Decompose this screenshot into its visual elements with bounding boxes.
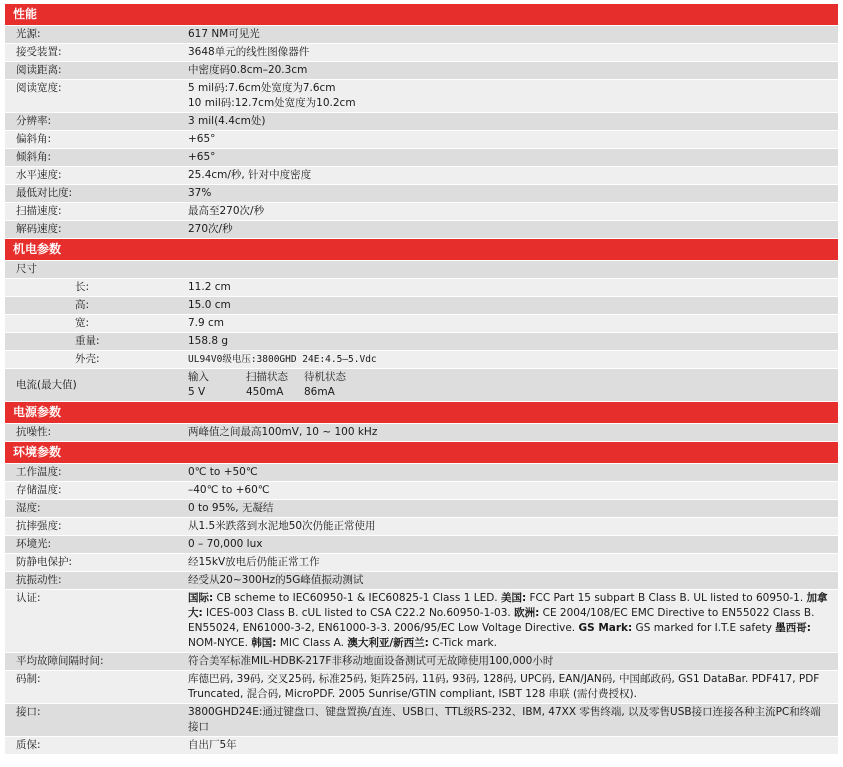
spec-value: 3 mil(4.4cm处) xyxy=(188,115,266,127)
spec-label: 重量: xyxy=(75,335,100,347)
spec-row-interfaces xyxy=(5,704,838,737)
spec-row-mtbf xyxy=(5,653,838,671)
spec-value: UL94V0级电压:3800GHD 24E:4.5–5.Vdc xyxy=(188,354,377,365)
spec-value: 617 NM可见光 xyxy=(188,28,260,40)
spec-label: 抗摔强度: xyxy=(16,520,62,532)
spec-label: 电流(最大值) xyxy=(16,379,77,391)
spec-label: 长: xyxy=(75,281,90,293)
spec-label: 抗噪性: xyxy=(16,426,52,438)
spec-row-speed xyxy=(5,167,838,185)
spec-row-operating-temp xyxy=(5,464,838,482)
spec-label: 接受装置: xyxy=(16,46,62,58)
spec-label: 质保: xyxy=(16,739,41,751)
spec-row-decode-rate xyxy=(5,221,838,239)
spec-row-current xyxy=(5,369,838,402)
spec-value: 3648单元的线性图像器件 xyxy=(188,46,310,58)
current-header-standby: 待机状态 xyxy=(304,371,346,383)
spec-value: –40℃ to +60℃ xyxy=(188,484,270,496)
spec-row-read-width xyxy=(5,80,838,113)
spec-label: 存储温度: xyxy=(16,484,62,496)
spec-label: 认证: xyxy=(16,592,41,604)
spec-sheet xyxy=(5,4,838,755)
spec-label: 最低对比度: xyxy=(16,187,73,199)
spec-label: 偏斜角: xyxy=(16,133,52,145)
spec-label: 解码速度: xyxy=(16,223,62,235)
spec-value: 0 – 70,000 lux xyxy=(188,538,263,550)
current-value-scan: 450mA xyxy=(246,386,284,398)
spec-value: 中密度码0.8cm–20.3cm xyxy=(188,64,308,76)
spec-value: 从1.5米跌落到水泥地50次仍能正常使用 xyxy=(188,520,376,532)
current-value-input: 5 V xyxy=(188,386,206,398)
spec-label: 抗振动性: xyxy=(16,574,62,586)
spec-value: 270次/秒 xyxy=(188,223,233,235)
spec-row-length xyxy=(5,279,838,297)
spec-value: +65° xyxy=(188,151,216,163)
spec-label: 高: xyxy=(75,299,90,311)
spec-value: 10 mil码:12.7cm处宽度为10.2cm xyxy=(188,97,356,109)
spec-label: 水平速度: xyxy=(16,169,62,181)
spec-row-certifications xyxy=(5,590,838,653)
spec-label: 倾斜角: xyxy=(16,151,52,163)
spec-value: 11.2 cm xyxy=(188,281,231,293)
spec-label: 环境光: xyxy=(16,538,52,550)
spec-row-light-source xyxy=(5,26,838,44)
current-header-scan: 扫描状态 xyxy=(246,371,288,383)
spec-value: 3800GHD24E:通过键盘口、键盘置换/直连、USB口、TTL级RS-232、IBM, 47XX 零售终端, 以及零售USB接口连接各种主流PC和终端接口 xyxy=(188,706,821,733)
spec-row-symbologies xyxy=(5,671,838,704)
spec-row-dimensions xyxy=(5,261,838,279)
spec-value: 库德巴码, 39码, 交叉25码, 标准25码, 矩阵25码, 11码, 93码, 128码, UPC码, EAN/JAN码, 中国邮政码, GS1 DataBar. PDF417, PDF Truncated, 混合码, MicroPDF. 2005 Sunrise/GTIN compliant, ISBT 128 串联 (需付费授权). xyxy=(188,673,820,700)
spec-label: 阅读距离: xyxy=(16,64,62,76)
spec-value: 符合美军标准MIL-HDBK-217F非移动地面设备测试可无故障使用100,000小时 xyxy=(188,655,554,667)
spec-label: 湿度: xyxy=(16,502,41,514)
spec-value: +65° xyxy=(188,133,216,145)
spec-row-skew xyxy=(5,131,838,149)
spec-label: 外壳: xyxy=(75,353,100,365)
spec-row-pitch xyxy=(5,149,838,167)
section-header-performance: 性能 xyxy=(5,4,838,25)
spec-value: 自出厂5年 xyxy=(188,739,237,751)
spec-row-vibration xyxy=(5,572,838,590)
spec-row-read-distance xyxy=(5,62,838,80)
spec-value: 两峰值之间最高100mV, 10 ~ 100 kHz xyxy=(188,426,378,438)
spec-label: 分辨率: xyxy=(16,115,52,127)
spec-row-noise-immunity xyxy=(5,424,838,442)
spec-row-esd xyxy=(5,554,838,572)
spec-value: 0℃ to +50℃ xyxy=(188,466,258,478)
spec-value: 经15kV放电后仍能正常工作 xyxy=(188,556,320,568)
spec-value: 最高至270次/秒 xyxy=(188,205,265,217)
section-header-electromechanical: 机电参数 xyxy=(5,239,838,260)
spec-row-sensor xyxy=(5,44,838,62)
spec-value: 国际: CB scheme to IEC60950-1 & IEC60825-1 Class 1 LED. 美国: FCC Part 15 subpart B Class B. UL listed to 60950-1. 加拿大: ICES-003 Class B. cUL listed to CSA C22.2 No.60950-1-03. 欧洲: CE 2004/108/EC EMC Directive to EN55022 Class B. EN55024, EN61000-3-2, EN61000-3-3. 2006/95/EC Low Voltage Directive. GS Mark: GS marked for I.T.E safety 墨西哥: NOM-NYCE. 韩国: MIC Class A. 澳大利亚/新西兰: C-Tick mark. xyxy=(188,592,828,649)
spec-value: 37% xyxy=(188,187,212,199)
spec-label: 工作温度: xyxy=(16,466,62,478)
spec-value: 经受从20~300Hz的5G峰值振动测试 xyxy=(188,574,364,586)
section-header-power: 电源参数 xyxy=(5,402,838,423)
spec-value: 5 mil码:7.6cm处宽度为7.6cm xyxy=(188,82,336,94)
spec-label: 阅读宽度: xyxy=(16,82,62,94)
spec-value: 0 to 95%, 无凝结 xyxy=(188,502,274,514)
current-header-input: 输入 xyxy=(188,371,209,383)
spec-row-scan-rate xyxy=(5,203,838,221)
spec-row-warranty xyxy=(5,737,838,755)
spec-row-resolution xyxy=(5,113,838,131)
spec-row-weight xyxy=(5,333,838,351)
spec-row-height xyxy=(5,297,838,315)
spec-label: 平均故障间隔时间: xyxy=(16,655,104,667)
spec-row-ambient-light xyxy=(5,536,838,554)
spec-label: 尺寸 xyxy=(16,263,37,275)
spec-label: 码制: xyxy=(16,673,41,685)
spec-label: 接口: xyxy=(16,706,41,718)
current-value-standby: 86mA xyxy=(304,386,335,398)
spec-row-humidity xyxy=(5,500,838,518)
spec-row-storage-temp xyxy=(5,482,838,500)
spec-row-housing xyxy=(5,351,838,369)
spec-label: 宽: xyxy=(75,317,90,329)
spec-value: 15.0 cm xyxy=(188,299,231,311)
spec-row-contrast xyxy=(5,185,838,203)
spec-value: 158.8 g xyxy=(188,335,229,347)
spec-row-drop xyxy=(5,518,838,536)
spec-label: 扫描速度: xyxy=(16,205,62,217)
spec-value: 25.4cm/秒, 针对中度密度 xyxy=(188,169,312,181)
spec-label: 光源: xyxy=(16,28,41,40)
spec-label: 防静电保护: xyxy=(16,556,73,568)
spec-row-width xyxy=(5,315,838,333)
spec-value: 7.9 cm xyxy=(188,317,225,329)
section-header-environment: 环境参数 xyxy=(5,442,838,463)
